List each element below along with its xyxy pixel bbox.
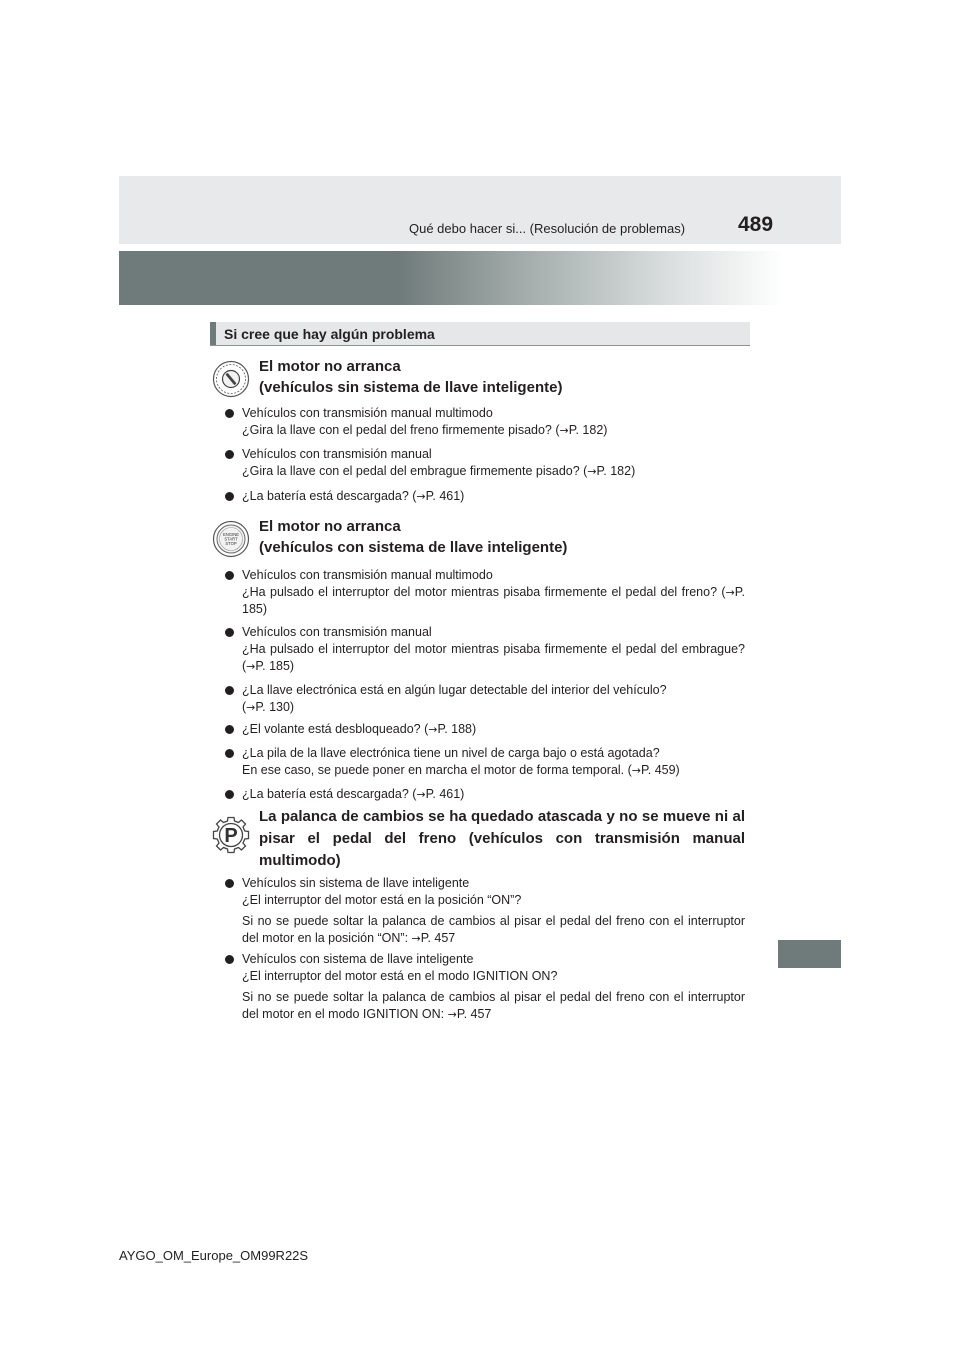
arrow-icon: → — [587, 465, 597, 478]
page-reference: P. 457 — [420, 931, 456, 945]
bullet-icon — [225, 790, 234, 799]
item-heading: Vehículos con transmisión manual multimodo — [242, 406, 493, 420]
bullet-icon — [225, 571, 234, 580]
item-text — [242, 721, 745, 738]
item-text — [242, 989, 745, 1023]
section-header — [210, 322, 750, 346]
question-title-line: (vehículos con sistema de llave inteligente) — [259, 539, 568, 556]
item-text — [242, 422, 745, 439]
bullet-icon — [225, 409, 234, 418]
item-text-body: Si no se puede soltar la palanca de cambios al pisar el pedal del freno con el interruptor del motor en el modo IGNITION ON: — [242, 990, 745, 1021]
page-reference: P. 188) — [437, 722, 477, 736]
item-text — [242, 913, 745, 947]
footer-document-code: AYGO_OM_Europe_OM99R22S — [119, 1248, 309, 1263]
item-text — [242, 584, 745, 618]
question-title-line: (vehículos sin sistema de llave inteligente) — [259, 379, 563, 396]
page-reference: P. 461) — [425, 787, 465, 801]
item-heading: Vehículos con transmisión manual — [242, 447, 432, 461]
item-text — [242, 699, 745, 716]
list-item — [242, 875, 745, 947]
item-text — [242, 488, 745, 505]
header-title: Qué debo hacer si... (Resolución de problemas) — [409, 221, 686, 236]
item-text — [242, 641, 745, 675]
item-text-body: ¿El volante está desbloqueado? ( — [242, 722, 429, 736]
page-reference: P. 182) — [568, 423, 608, 437]
section-header-bar — [210, 322, 216, 345]
list-item — [242, 682, 745, 716]
bullet-icon — [225, 879, 234, 888]
item-text-body: ¿Ha pulsado el interruptor del motor mientras pisaba firmemente el pedal del freno? ( — [242, 585, 726, 599]
bullet-icon — [225, 628, 234, 637]
key-ignition-icon — [212, 360, 250, 398]
page-reference: P. 457 — [456, 1007, 492, 1021]
page-reference: P. 461) — [425, 489, 465, 503]
arrow-icon: → — [631, 764, 642, 777]
page-reference: P. 185) — [255, 659, 295, 673]
list-item — [242, 446, 745, 480]
item-heading: Vehículos con transmisión manual multimodo — [242, 568, 493, 582]
item-heading: Vehículos con sistema de llave inteligente — [242, 952, 474, 966]
section-title: Si cree que hay algún problema — [224, 326, 435, 342]
item-text-body: ¿Gira la llave con el pedal del freno firmemente pisado? ( — [242, 423, 560, 437]
icon-label: P — [224, 825, 238, 847]
item-text — [242, 762, 745, 779]
question-title: La palanca de cambios se ha quedado atascada y no se mueve ni al pisar el pedal del freno (vehículos con transmisión manual multimodo) — [259, 808, 745, 869]
page-reference: P. 185) — [242, 585, 745, 616]
arrow-icon: → — [725, 586, 735, 599]
page-reference: P. 130) — [255, 700, 295, 714]
list-item — [242, 786, 745, 803]
arrow-icon: → — [246, 660, 256, 673]
arrow-icon: → — [416, 788, 426, 801]
item-text-body: ( — [242, 700, 247, 714]
list-item — [242, 488, 745, 505]
arrow-icon: → — [411, 932, 421, 945]
arrow-icon: → — [447, 1008, 457, 1021]
item-text: ¿El interruptor del motor está en la posición “ON”? — [242, 893, 522, 907]
item-heading: Vehículos sin sistema de llave inteligente — [242, 876, 470, 890]
item-heading: ¿La pila de la llave electrónica tiene un nivel de carga bajo o está agotada? — [242, 746, 660, 760]
arrow-icon: → — [559, 424, 569, 437]
question-title — [259, 356, 562, 398]
list-item — [242, 951, 745, 1023]
arrow-icon: → — [246, 701, 256, 714]
arrow-icon: → — [428, 723, 438, 736]
icon-label: STOP — [225, 541, 237, 546]
bullet-icon — [225, 450, 234, 459]
chapter-gradient-band — [119, 251, 784, 305]
item-text — [242, 463, 745, 480]
engine-start-stop-icon — [212, 520, 250, 558]
chapter-side-tab — [778, 940, 841, 968]
bullet-icon — [225, 725, 234, 734]
bullet-icon — [225, 686, 234, 695]
page-reference: P. 459) — [641, 763, 680, 777]
item-heading: ¿La llave electrónica está en algún lugar detectable del interior del vehículo? — [242, 683, 667, 697]
question-title-line: El motor no arranca — [259, 518, 401, 535]
item-text: ¿El interruptor del motor está en el modo IGNITION ON? — [242, 969, 558, 983]
page-number: 489 — [738, 213, 774, 236]
list-item — [242, 721, 745, 738]
item-text-body: ¿Ha pulsado el interruptor del motor mientras pisaba firmemente el pedal del embrague? ( — [242, 642, 745, 673]
bullet-icon — [225, 749, 234, 758]
list-item — [242, 567, 745, 618]
item-text-body: Si no se puede soltar la palanca de cambios al pisar el pedal del freno con el interruptor del motor en la posición “ON”: — [242, 914, 745, 945]
item-text-body: ¿La batería está descargada? ( — [242, 489, 417, 503]
item-text-body: En ese caso, se puede poner en marcha el motor de forma temporal. ( — [242, 763, 632, 777]
list-item — [242, 624, 745, 675]
item-text-body: ¿Gira la llave con el pedal del embrague firmemente pisado? ( — [242, 464, 588, 478]
list-item — [242, 745, 745, 779]
arrow-icon: → — [416, 490, 426, 503]
list-item — [242, 405, 745, 439]
icon-label: START — [224, 536, 238, 542]
bullet-icon — [225, 955, 234, 964]
page-reference: P. 182) — [596, 464, 636, 478]
shift-lever-gear-icon — [211, 815, 251, 855]
item-text — [242, 786, 745, 803]
item-text-body: ¿La batería está descargada? ( — [242, 787, 417, 801]
bullet-icon — [225, 492, 234, 501]
icon-label: ENGINE — [222, 532, 240, 537]
question-title-line: El motor no arranca — [259, 358, 401, 375]
item-heading: Vehículos con transmisión manual — [242, 625, 432, 639]
question-title — [259, 516, 567, 558]
